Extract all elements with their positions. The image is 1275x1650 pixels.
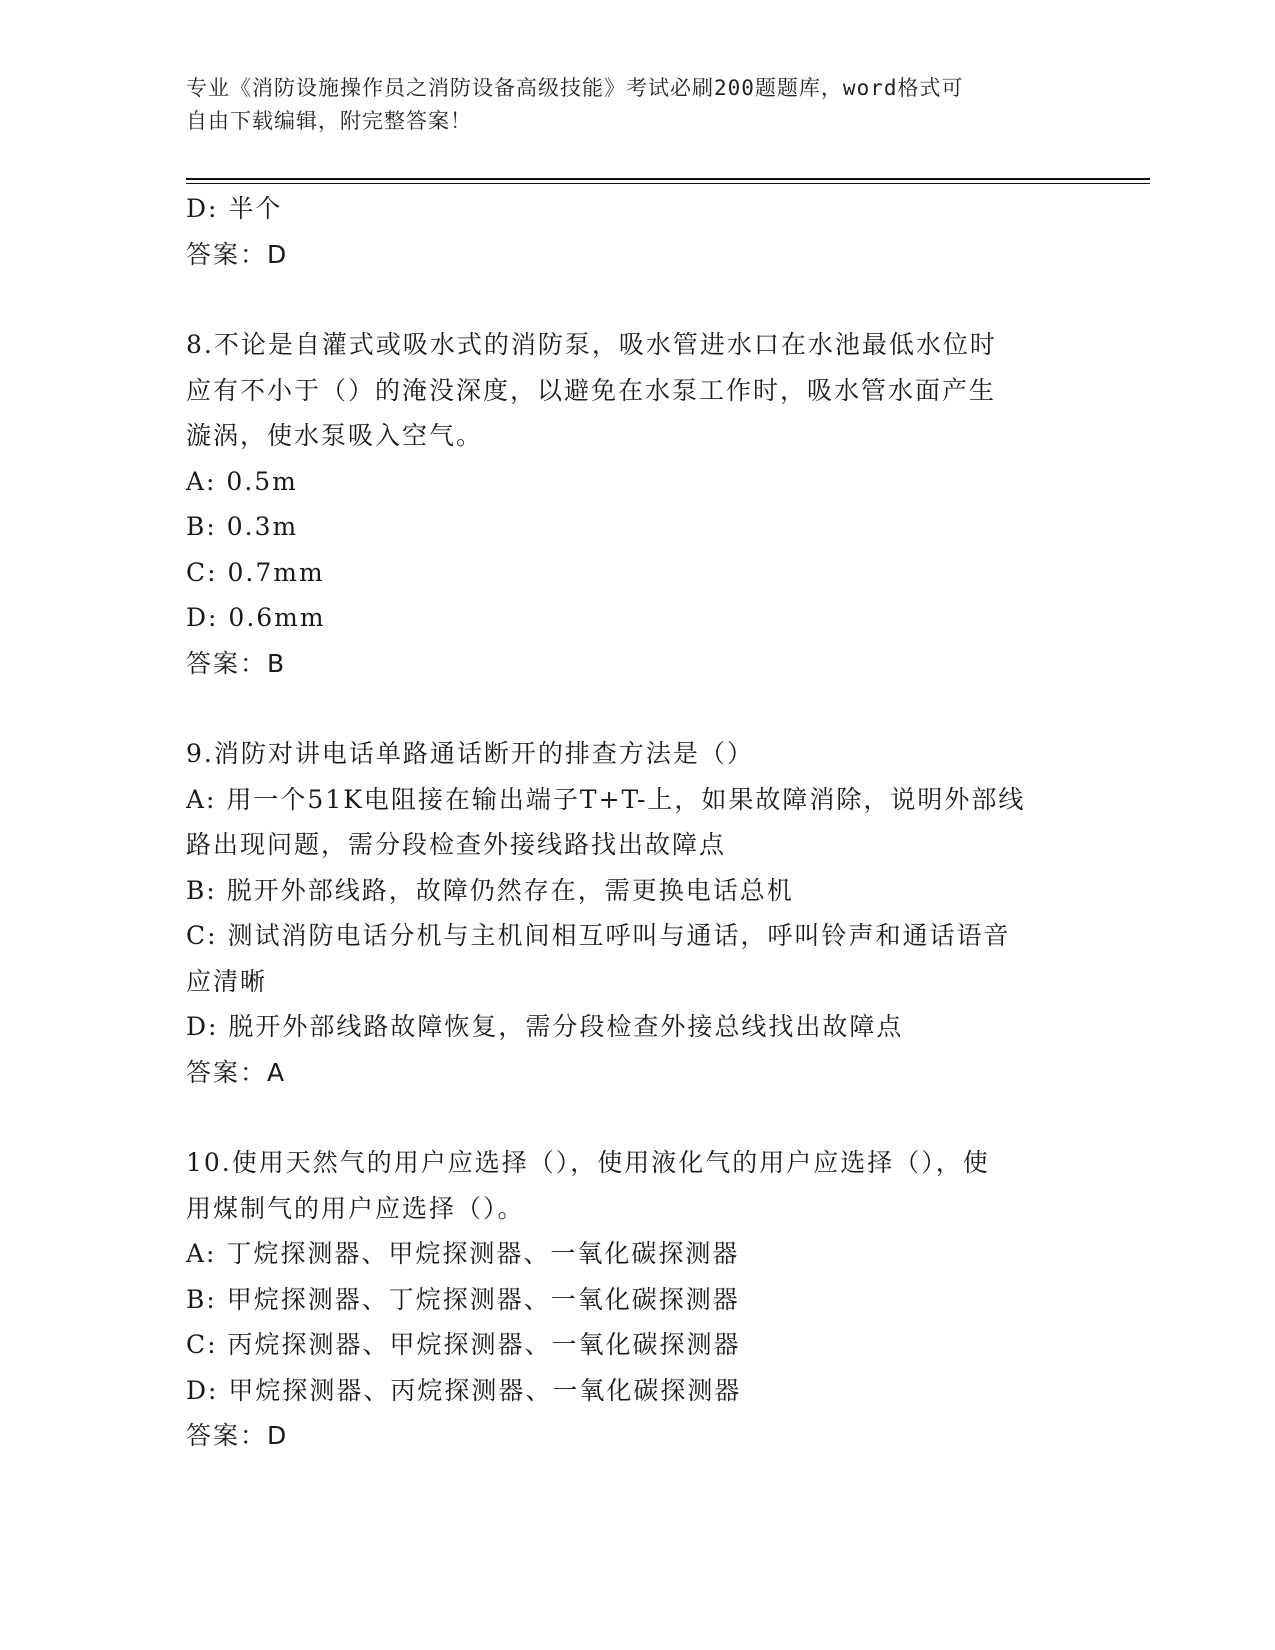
option-b: B: 甲烷探测器、丁烷探测器、一氧化碳探测器	[186, 1284, 740, 1314]
option-a-continued: 路出现问题，需分段检查外接线路找出故障点	[186, 830, 727, 859]
question-9	[186, 731, 1086, 1095]
option-d: D: 甲烷探测器、丙烷探测器、一氧化碳探测器	[186, 1375, 742, 1405]
header-line-2: 自由下载编辑，附完整答案！	[186, 109, 472, 133]
question-stem: 9.消防对讲电话单路通话断开的排查方法是（）	[186, 739, 754, 768]
option-d: D: 0.6mm	[186, 603, 326, 632]
prev-question-tail	[186, 186, 1086, 277]
option-a: A: 0.5m	[186, 466, 298, 496]
header-rule-thin	[186, 183, 1150, 184]
question-stem-line: 用煤制气的用户应选择（）。	[186, 1193, 525, 1223]
question-stem-line: 应有不小于（）的淹没深度，以避免在水泵工作时，吸水管水面产生	[186, 375, 997, 405]
spacer	[186, 1095, 1086, 1140]
option-c: C: 丙烷探测器、甲烷探测器、一氧化碳探测器	[186, 1330, 741, 1359]
answer-line: 答案：A	[186, 1057, 287, 1087]
option-d: D: 脱开外部线路故障恢复，需分段检查外接总线找出故障点	[186, 1012, 904, 1041]
question-stem-line: 10.使用天然气的用户应选择（），使用液化气的用户应选择（），使	[186, 1148, 990, 1177]
answer-line: 答案：D	[186, 1421, 289, 1450]
spacer	[186, 686, 1086, 731]
header-rule-thick	[186, 178, 1150, 180]
answer-line: 答案：D	[186, 239, 289, 269]
question-8	[186, 322, 1086, 686]
option-a: A: 丁烷探测器、甲烷探测器、一氧化碳探测器	[186, 1239, 740, 1268]
document-header	[186, 72, 1066, 138]
answer-line: 答案：B	[186, 648, 287, 678]
option-c: C: 测试消防电话分机与主机间相互呼叫与通话，呼叫铃声和通话语音	[186, 921, 1011, 950]
option-c: C: 0.7mm	[186, 557, 325, 587]
option-d: D: 半个	[186, 194, 283, 223]
question-10	[186, 1140, 1086, 1459]
spacer	[186, 277, 1086, 322]
option-b: B: 0.3m	[186, 512, 299, 541]
option-a: A: 用一个51K电阻接在输出端子T+T-上，如果故障消除，说明外部线	[186, 784, 1026, 814]
option-b: B: 脱开外部线路，故障仍然存在，需更换电话总机	[186, 875, 794, 905]
option-c-continued: 应清晰	[186, 966, 268, 996]
header-line-1: 专业《消防设施操作员之消防设备高级技能》考试必刷200题题库，word格式可	[186, 76, 964, 100]
question-stem-line: 漩涡，使水泵吸入空气。	[186, 421, 484, 450]
question-stem-line: 8.不论是自灌式或吸水式的消防泵，吸水管进水口在水池最低水位时	[186, 330, 997, 359]
question-content	[186, 186, 1086, 1459]
